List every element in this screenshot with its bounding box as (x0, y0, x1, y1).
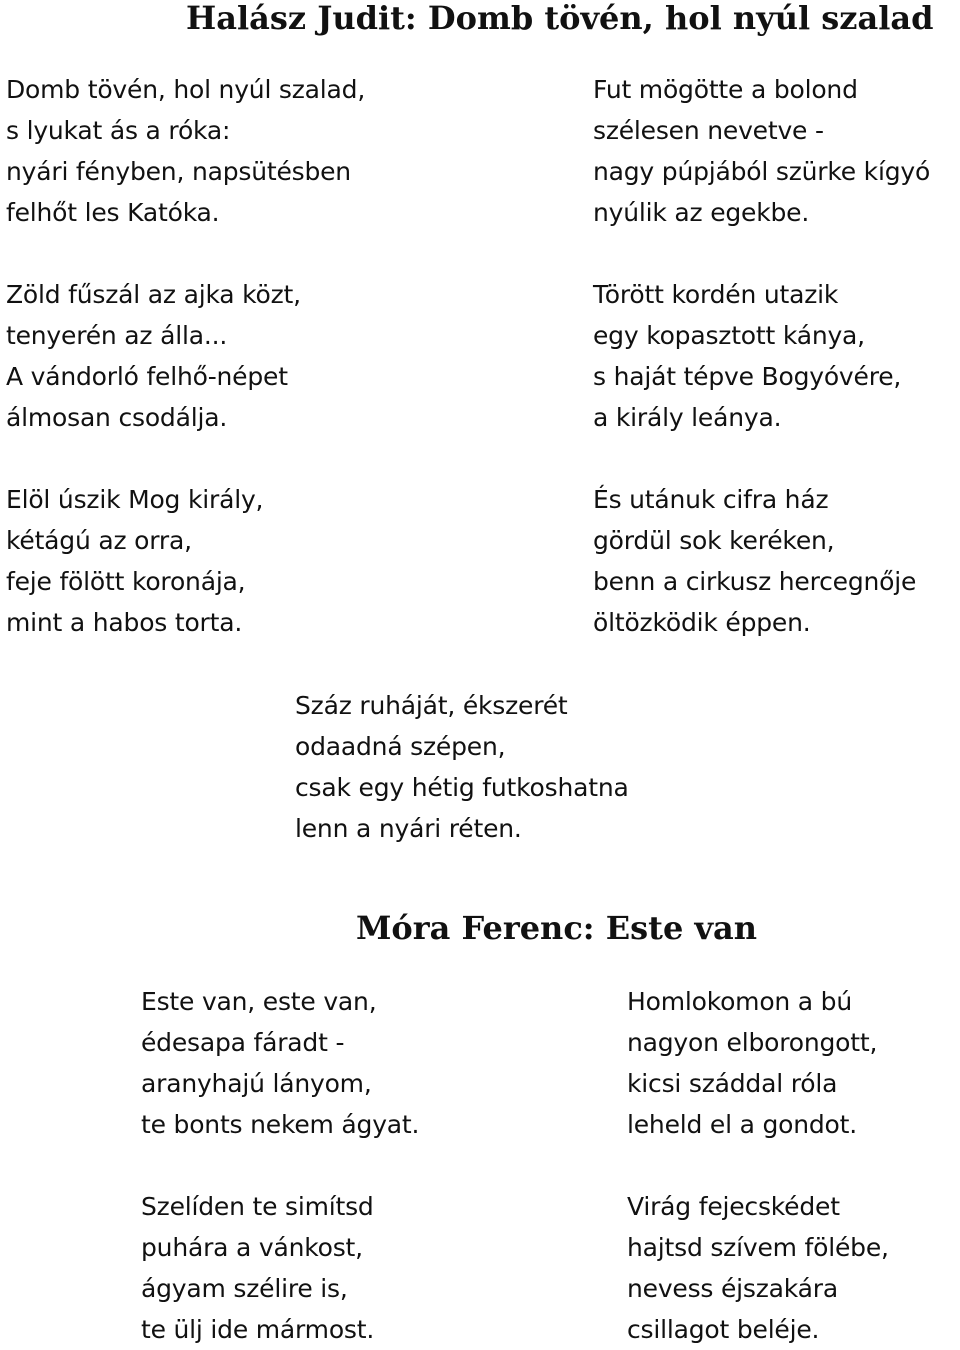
poem1-stanza-6 (593, 479, 916, 643)
poem2-stanza-4 (627, 1186, 889, 1350)
poem1-stanza-1 (6, 69, 365, 233)
poem2-title: Móra Ferenc: Este van (356, 909, 758, 947)
poem-line: lenn a nyári réten. (295, 814, 522, 843)
poem-line: puhára a vánkost, (141, 1233, 363, 1262)
poem-line: Elöl úszik Mog király, (6, 485, 264, 514)
poem-line: nagy púpjából szürke kígyó (593, 157, 931, 186)
poem-line: feje fölött koronája, (6, 567, 246, 596)
poem-line: egy kopasztott kánya, (593, 321, 865, 350)
poem-line: csillagot beléje. (627, 1315, 820, 1344)
poem-line: ágyam szélire is, (141, 1274, 348, 1303)
poem-line: aranyhajú lányom, (141, 1069, 372, 1098)
poem-line: Száz ruháját, ékszerét (295, 691, 568, 720)
poem2-stanza-2 (141, 1186, 374, 1350)
poem-line: kicsi száddal róla (627, 1069, 838, 1098)
poem1-stanza-5 (593, 274, 901, 438)
poem-line: Törött kordén utazik (593, 280, 839, 309)
poem-line: felhőt les Katóka. (6, 198, 220, 227)
poem-line: Este van, este van, (141, 987, 377, 1016)
poem2-stanza-1 (141, 981, 419, 1145)
poem1-stanza-2 (6, 274, 301, 438)
poem-line: tenyerén az álla... (6, 321, 228, 350)
poem1-stanza-7 (295, 685, 629, 849)
poem-line: te bonts nekem ágyat. (141, 1110, 420, 1139)
poem-line: És utánuk cifra ház (593, 485, 829, 514)
poem2-stanza-3 (627, 981, 877, 1145)
poem-line: hajtsd szívem fölébe, (627, 1233, 889, 1262)
poem-line: Domb tövén, hol nyúl szalad, (6, 75, 366, 104)
poem-line: a király leánya. (593, 403, 782, 432)
poem-line: Szelíden te simítsd (141, 1192, 374, 1221)
poem-line: Homlokomon a bú (627, 987, 852, 1016)
poem-line: gördül sok keréken, (593, 526, 835, 555)
poem-line: te ülj ide mármost. (141, 1315, 375, 1344)
poem1-stanza-3 (6, 479, 263, 643)
poem-line: odaadná szépen, (295, 732, 506, 761)
poem-line: csak egy hétig futkoshatna (295, 773, 629, 802)
poem-line: nyúlik az egekbe. (593, 198, 810, 227)
poem1-title: Halász Judit: Domb tövén, hol nyúl szalad (186, 0, 934, 37)
poem-line: s haját tépve Bogyóvére, (593, 362, 902, 391)
poem-line: leheld el a gondot. (627, 1110, 857, 1139)
poem-line: A vándorló felhő-népet (6, 362, 288, 391)
poem-line: s lyukat ás a róka: (6, 116, 231, 145)
poem-line: Fut mögötte a bolond (593, 75, 858, 104)
poem-line: Virág fejecskédet (627, 1192, 840, 1221)
poem-line: mint a habos torta. (6, 608, 243, 637)
poem-line: szélesen nevetve - (593, 116, 824, 145)
poem-line: álmosan csodálja. (6, 403, 228, 432)
poem-line: Zöld fűszál az ajka közt, (6, 280, 301, 309)
poem-line: édesapa fáradt - (141, 1028, 345, 1057)
poem1-stanza-4 (593, 69, 930, 233)
poem-line: nevess éjszakára (627, 1274, 838, 1303)
poem-line: öltözködik éppen. (593, 608, 811, 637)
poem-line: benn a cirkusz hercegnője (593, 567, 917, 596)
poem-line: nagyon elborongott, (627, 1028, 878, 1057)
poem-line: kétágú az orra, (6, 526, 192, 555)
poem-line: nyári fényben, napsütésben (6, 157, 351, 186)
